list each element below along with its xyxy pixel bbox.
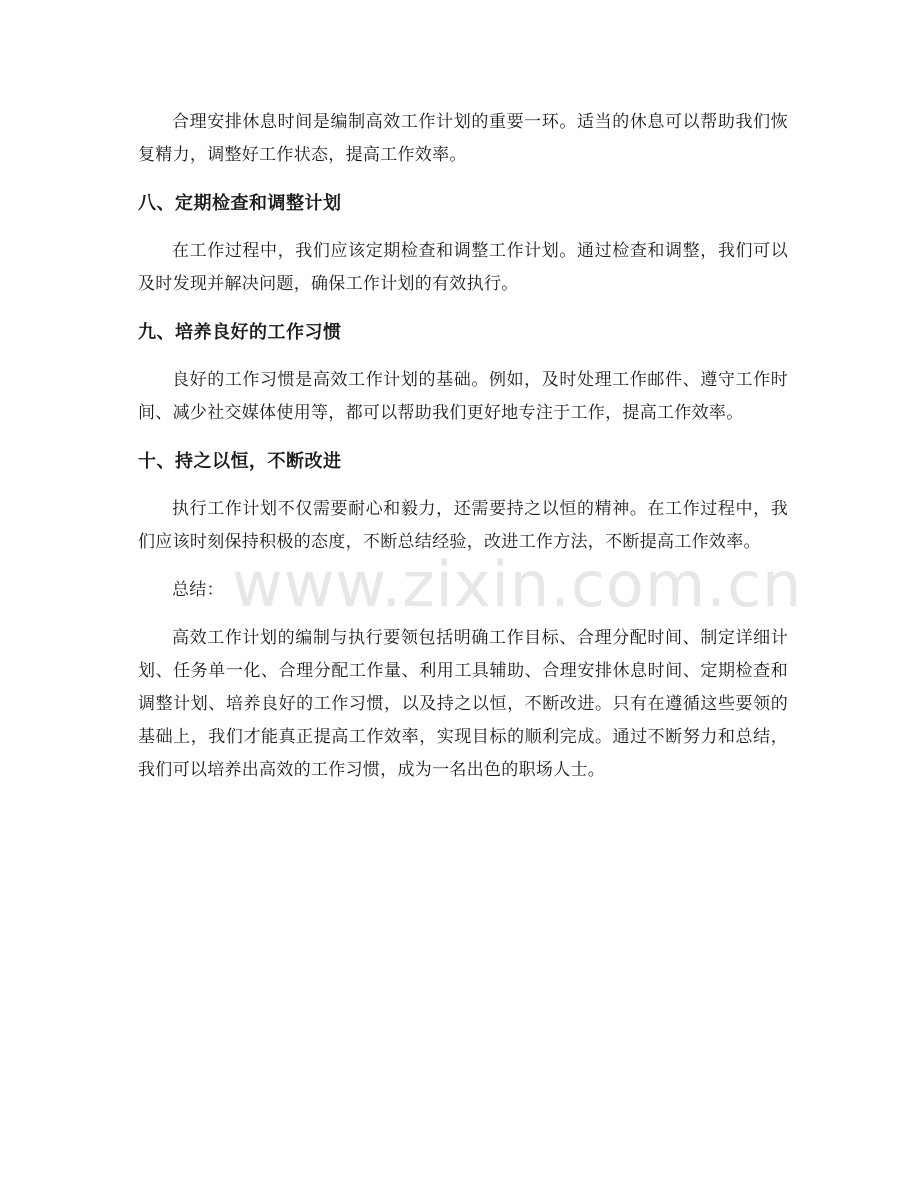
heading-section-8: 八、定期检查和调整计划 <box>138 193 342 214</box>
paragraph-rest-time: 合理安排休息时间是编制高效工作计划的重要一环。适当的休息可以帮助我们恢复精力，调整好工作状态，提高工作效率。 <box>138 112 788 165</box>
paragraph-review-plan: 在工作过程中，我们应该定期检查和调整工作计划。通过检查和调整，我们可以及时发现并解决问题，确保工作计划的有效执行。 <box>138 241 788 294</box>
paragraph-persistence: 执行工作计划不仅需要耐心和毅力，还需要持之以恒的精神。在工作过程中，我们应该时刻保持积极的态度，不断总结经验，改进工作方法，不断提高工作效率。 <box>138 499 788 552</box>
summary-label: 总结： <box>172 580 224 600</box>
watermark: www.zixin.com.cn <box>232 548 803 621</box>
paragraph-summary: 高效工作计划的编制与执行要领包括明确工作目标、合理分配时间、制定详细计划、任务单一化、合理分配工作量、利用工具辅助、合理安排休息时间、定期检查和调整计划、培养良好的工作习惯，以及持之以恒，不断改进。只有在遵循这些要领的基础上，我们才能真正提高工作效率，实现目标的顺利完成。通过不断努力和总结，我们可以培养出高效的工作习惯，成为一名出色的职场人士。 <box>138 628 788 780</box>
document-body <box>138 106 788 787</box>
paragraph-work-habits: 良好的工作习惯是高效工作计划的基础。例如，及时处理工作邮件、遵守工作时间、减少社交媒体使用等，都可以帮助我们更好地专注于工作，提高工作效率。 <box>138 370 788 423</box>
heading-section-10: 十、持之以恒，不断改进 <box>138 451 342 472</box>
heading-section-9: 九、培养良好的工作习惯 <box>138 322 342 343</box>
